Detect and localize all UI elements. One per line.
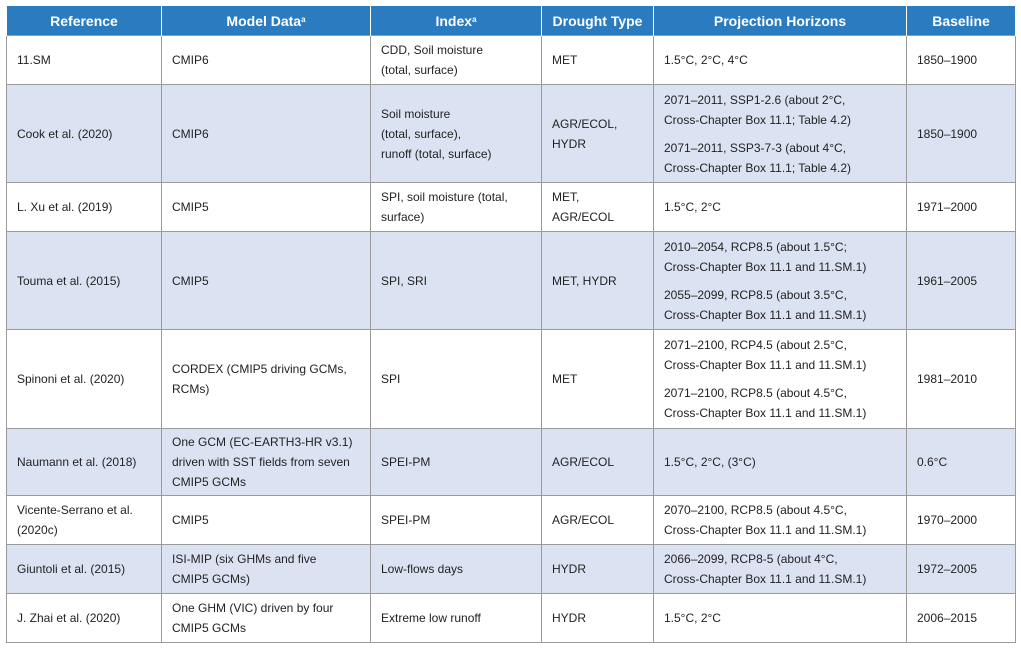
cell-horizons	[654, 496, 907, 545]
cell-baseline	[907, 36, 1016, 85]
drought-projection-table	[6, 6, 1016, 643]
horizon-entry: 2055–2099, RCP8.5 (about 3.5°C, Cross-Chapter Box 11.1 and 11.SM.1)	[664, 287, 867, 322]
cell-text: MET	[552, 372, 578, 386]
table-row	[7, 594, 1016, 643]
cell-text: ISI-MIP (six GHMs and five CMIP5 GCMs)	[172, 552, 317, 586]
table-container	[6, 6, 1015, 643]
cell-text: MET, AGR/ECOL	[552, 190, 615, 224]
cell-baseline	[907, 85, 1016, 183]
cell-text: SPEI-PM	[381, 455, 431, 469]
cell-horizons	[654, 232, 907, 330]
cell-baseline	[907, 545, 1016, 594]
cell-model	[162, 496, 371, 545]
horizon-entry: 2066–2099, RCP8-5 (about 4°C, Cross-Chapter Box 11.1 and 11.SM.1)	[664, 552, 867, 586]
cell-text: AGR/ECOL	[552, 513, 615, 527]
cell-index	[371, 85, 542, 183]
horizon-entry: 1.5°C, 2°C, 4°C	[664, 53, 748, 67]
cell-model	[162, 85, 371, 183]
cell-drought	[542, 330, 654, 429]
header-row	[7, 6, 1016, 36]
cell-text: Low-flows days	[381, 562, 464, 576]
cell-text: One GHM (VIC) driven by four CMIP5 GCMs	[172, 601, 334, 635]
cell-text: CMIP5	[172, 200, 209, 214]
table-row	[7, 232, 1016, 330]
cell-text: Giuntoli et al. (2015)	[17, 562, 126, 576]
horizon-entry: 2071–2100, RCP8.5 (about 4.5°C, Cross-Chapter Box 11.1 and 11.SM.1)	[664, 386, 867, 420]
footnote-marker: a	[472, 14, 477, 24]
horizon-entry: 1.5°C, 2°C	[664, 611, 721, 625]
cell-drought	[542, 183, 654, 232]
cell-reference	[7, 545, 162, 594]
horizon-entry: 2071–2011, SSP3-7-3 (about 4°C, Cross-Chapter Box 11.1; Table 4.2)	[664, 140, 851, 175]
cell-text: Extreme low runoff	[381, 611, 481, 625]
table-row	[7, 496, 1016, 545]
cell-reference	[7, 85, 162, 183]
cell-horizons	[654, 545, 907, 594]
cell-text: SPI	[381, 372, 401, 386]
horizon-entry: 2070–2100, RCP8.5 (about 4.5°C, Cross-Chapter Box 11.1 and 11.SM.1)	[664, 503, 867, 537]
cell-text: 0.6°C	[917, 455, 948, 469]
footnote-marker: a	[301, 14, 306, 24]
cell-index	[371, 330, 542, 429]
cell-text: L. Xu et al. (2019)	[17, 200, 113, 214]
table-row	[7, 545, 1016, 594]
cell-model	[162, 36, 371, 85]
cell-text: CDD, Soil moisture (total, surface)	[381, 43, 484, 77]
cell-index	[371, 183, 542, 232]
cell-horizons	[654, 594, 907, 643]
horizon-entry: 2010–2054, RCP8.5 (about 1.5°C; Cross-Chapter Box 11.1 and 11.SM.1)	[664, 239, 867, 274]
cell-reference	[7, 183, 162, 232]
cell-reference	[7, 330, 162, 429]
cell-text: 1981–2010	[917, 372, 978, 386]
cell-text: 1850–1900	[917, 126, 978, 141]
cell-text: HYDR	[552, 611, 587, 625]
cell-drought	[542, 429, 654, 496]
cell-baseline	[907, 330, 1016, 429]
cell-text: CMIP5	[172, 273, 209, 288]
cell-reference	[7, 232, 162, 330]
cell-baseline	[907, 594, 1016, 643]
cell-text: Spinoni et al. (2020)	[17, 372, 125, 386]
cell-index	[371, 545, 542, 594]
cell-reference	[7, 36, 162, 85]
horizon-entry: 1.5°C, 2°C	[664, 200, 721, 214]
cell-model	[162, 545, 371, 594]
cell-text: CMIP6	[172, 53, 209, 67]
cell-drought	[542, 496, 654, 545]
header-index: Index$^a$	[371, 6, 542, 36]
cell-baseline	[907, 429, 1016, 496]
cell-text: CMIP6	[172, 126, 209, 141]
cell-text: Vicente-Serrano et al. (2020c)	[17, 503, 133, 537]
cell-model	[162, 330, 371, 429]
cell-drought	[542, 36, 654, 85]
cell-model	[162, 232, 371, 330]
cell-text: 1970–2000	[917, 513, 978, 527]
table-row	[7, 429, 1016, 496]
cell-drought	[542, 232, 654, 330]
cell-text: 11.SM	[17, 53, 51, 67]
header-drought-type: Drought Type	[542, 6, 654, 36]
cell-index	[371, 232, 542, 330]
table-row	[7, 330, 1016, 429]
cell-model	[162, 183, 371, 232]
horizon-entry: 2071–2100, RCP4.5 (about 2.5°C, Cross-Chapter Box 11.1 and 11.SM.1)	[664, 338, 867, 372]
cell-index	[371, 429, 542, 496]
cell-text: CMIP5	[172, 513, 209, 527]
header-baseline: Baseline	[907, 6, 1016, 36]
cell-text: Soil moisture (total, surface), runoff (total, surface)	[381, 106, 492, 161]
cell-horizons	[654, 85, 907, 183]
cell-model	[162, 429, 371, 496]
cell-text: Cook et al. (2020)	[17, 126, 113, 141]
table-row	[7, 85, 1016, 183]
table-row	[7, 183, 1016, 232]
horizon-entry: 1.5°C, 2°C, (3°C)	[664, 455, 756, 469]
cell-drought	[542, 545, 654, 594]
cell-horizons	[654, 183, 907, 232]
cell-baseline	[907, 232, 1016, 330]
cell-text: Naumann et al. (2018)	[17, 455, 137, 469]
cell-index	[371, 36, 542, 85]
cell-text: MET	[552, 53, 578, 67]
cell-horizons	[654, 330, 907, 429]
cell-horizons	[654, 36, 907, 85]
cell-text: 1850–1900	[917, 53, 978, 67]
cell-index	[371, 496, 542, 545]
cell-horizons	[654, 429, 907, 496]
cell-text: HYDR	[552, 562, 587, 576]
cell-text: 1971–2000	[917, 200, 978, 214]
cell-text: CORDEX (CMIP5 driving GCMs, RCMs)	[172, 362, 347, 396]
cell-model	[162, 594, 371, 643]
cell-text: SPI, SRI	[381, 273, 428, 288]
cell-drought	[542, 594, 654, 643]
cell-text: Touma et al. (2015)	[17, 273, 121, 288]
cell-text: 2006–2015	[917, 611, 978, 625]
cell-text: One GCM (EC-EARTH3-HR v3.1) driven with SST fields from seven CMIP5 GCMs	[172, 435, 353, 489]
cell-index	[371, 594, 542, 643]
cell-drought	[542, 85, 654, 183]
cell-text: 1972–2005	[917, 562, 978, 576]
cell-text: AGR/ECOL	[552, 455, 615, 469]
cell-text: MET, HYDR	[552, 273, 617, 288]
cell-text: J. Zhai et al. (2020)	[17, 611, 121, 625]
header-reference: Reference	[7, 6, 162, 36]
cell-text: 1961–2005	[917, 273, 978, 288]
header-projection-horizons: Projection Horizons	[654, 6, 907, 36]
cell-reference	[7, 429, 162, 496]
header-model-data: Model Data$^a$	[162, 6, 371, 36]
cell-baseline	[907, 183, 1016, 232]
table-row	[7, 36, 1016, 85]
cell-text: SPI, soil moisture (total, surface)	[381, 190, 508, 224]
cell-reference	[7, 496, 162, 545]
horizon-entry: 2071–2011, SSP1-2.6 (about 2°C, Cross-Chapter Box 11.1; Table 4.2)	[664, 92, 851, 127]
cell-text: SPEI-PM	[381, 513, 431, 527]
cell-reference	[7, 594, 162, 643]
cell-text: AGR/ECOL, HYDR	[552, 116, 618, 151]
cell-baseline	[907, 496, 1016, 545]
